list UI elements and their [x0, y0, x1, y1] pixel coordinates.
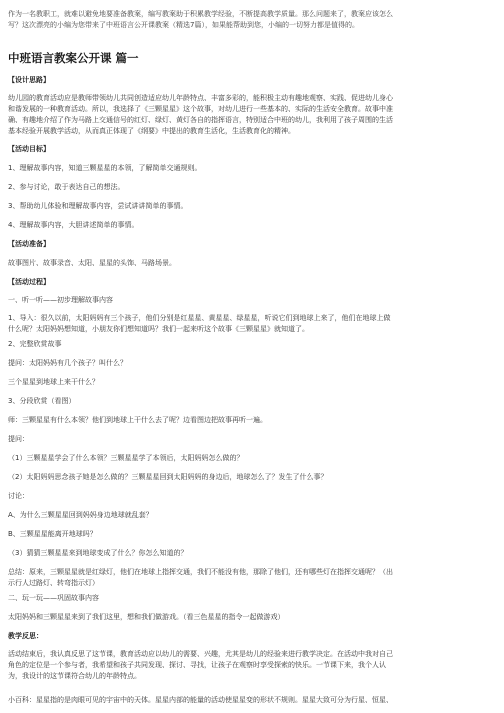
process-step: B、三颗星星能离开地球吗？: [8, 530, 97, 538]
process-step: 提问：: [8, 435, 29, 443]
process-step: （3）猜猜三颗星星来到地球变成了什么？你怎么知道的？: [8, 549, 188, 557]
process-line: 1、导入：很久以前，太阳妈妈有三个孩子，他们分别是红星星、黄星星、绿星星，听说它们到地球上来了，他们在地球上做: [8, 314, 391, 322]
footer-note: 小百科：星星指的是肉眼可见的宇宙中的天体。星星内部的能量的活动使星星变的形状不规则。星星大致可分为行星、恒星、: [8, 696, 393, 704]
reflection-line: 为，我设计的这节课符合幼儿的年龄特点。: [8, 672, 141, 680]
goal-item: 2、参与讨论，敢于表达自己的想法。: [8, 183, 125, 191]
reflection-heading: 教学反思：: [8, 632, 43, 640]
process-line: 示行人过路灯、转弯指示灯）: [8, 579, 99, 587]
intro-paragraph: [8, 9, 492, 31]
process-step: 一、听一听——初步理解故事内容: [8, 296, 113, 304]
design-line: 幼儿园的教育活动应是教师带领幼儿共同创造适应幼儿年龄特点、丰富多彩的，能积极主动有趣地观察、实践、促进幼儿身心: [8, 94, 393, 102]
process-heading: 【活动过程】: [8, 278, 50, 286]
process-step: （1）三颗星星学会了什么本领？三颗星星学了本领后，太阳妈妈怎么做的？: [8, 454, 244, 462]
goal-item: 3、帮助幼儿体验和理解故事内容，尝试讲讲简单的事情。: [8, 202, 188, 210]
process-paragraph: [8, 313, 492, 335]
process-line: 什么呢？太阳妈妈想知道，小朋友你们想知道吗？我们一起来听这个故事《三颗星星》就知道了。: [8, 325, 309, 333]
goals-heading: 【活动目标】: [8, 145, 50, 153]
design-line: 基本经验开展教学活动，从而真正体现了《纲要》中提出的教育生活化，生活教育化的精神。: [8, 127, 295, 135]
process-step: 讨论：: [8, 492, 29, 500]
intro-line: 作为一名教职工，就难以避免地要准备教案，编写教案助于积累教学经验，不断提高教学质量。那么问题来了，教案应该怎么: [8, 10, 393, 18]
process-step: 师：三颗星星有什么本领？他们到地球上干什么去了呢？边看图边把故事再听一遍。: [8, 416, 267, 424]
process-paragraph: [8, 567, 492, 589]
process-step: 提问：太阳妈妈有几个孩子？叫什么？: [8, 359, 127, 367]
design-line: 和谐发展的一种教育活动。所以，我选择了《三颗星星》这个故事，对幼儿进行一些基本的、实际的生活安全教育。故事中准: [8, 105, 393, 113]
process-step: 三个星星到地球上来干什么？: [8, 378, 99, 386]
prep-heading: 【活动准备】: [8, 240, 50, 248]
reflection-line: 活动结束后，我认真反思了这节课，教育活动应以幼儿的需要、兴趣，尤其是幼儿的经验来进行教学决定。在活动中我对自己: [8, 650, 393, 658]
design-line: 确、有趣地介绍了作为马路上交通信号的红灯、绿灯、黄灯各自的指挥语言，特别适合中班的幼儿，我利用了孩子周围的生活: [8, 116, 393, 124]
page-title: 中班语言教案公开课 篇一: [8, 51, 139, 65]
reflection-paragraph: [8, 649, 492, 682]
process-step: 太阳妈妈和三颗星星来到了我们这里，想和我们做游戏。（看三色星星的指令一起做游戏）: [8, 613, 285, 621]
reflection-line: 角色的定位是一个参与者，我希望和孩子共同发现、探讨、寻找，让孩子在观察时享受探索的快乐。一节课下来，我个人认: [8, 661, 386, 669]
goal-item: 4、理解故事内容，大胆讲述简单的事情。: [8, 221, 139, 229]
process-step: 3、分段欣赏（看图）: [8, 397, 76, 405]
process-step: 2、完整欣赏故事: [8, 340, 62, 348]
prep-text: 故事图片、故事录音、太阳、星星的头饰、马路场景。: [8, 259, 176, 267]
goal-item: 1、理解故事内容，知道三颗星星的本领，了解简单交通规则。: [8, 164, 202, 172]
process-line: 总结：原来，三颗星星就是红绿灯，他们在地球上指挥交通，我们不能没有他，那除了他们，还有哪些灯在指挥交通呢？（出: [8, 568, 393, 576]
process-step: （2）太阳妈妈思念孩子她是怎么做的？三颗星星回到太阳妈妈的身边后，地球怎么了？发生了什么事？: [8, 473, 328, 481]
process-step: A、为什么三颗星星回到妈妈身边地球就乱套？: [8, 511, 153, 519]
design-heading: 【设计思路】: [8, 76, 50, 84]
process-step: 二、玩一玩——巩固故事内容: [8, 594, 99, 602]
design-paragraph: [8, 93, 492, 137]
intro-line: 写？这次漂亮的小编为您带来了中班语言公开课教案（精选7篇），如果能帮助到您，小编的一切努力都是值得的。: [8, 21, 359, 29]
